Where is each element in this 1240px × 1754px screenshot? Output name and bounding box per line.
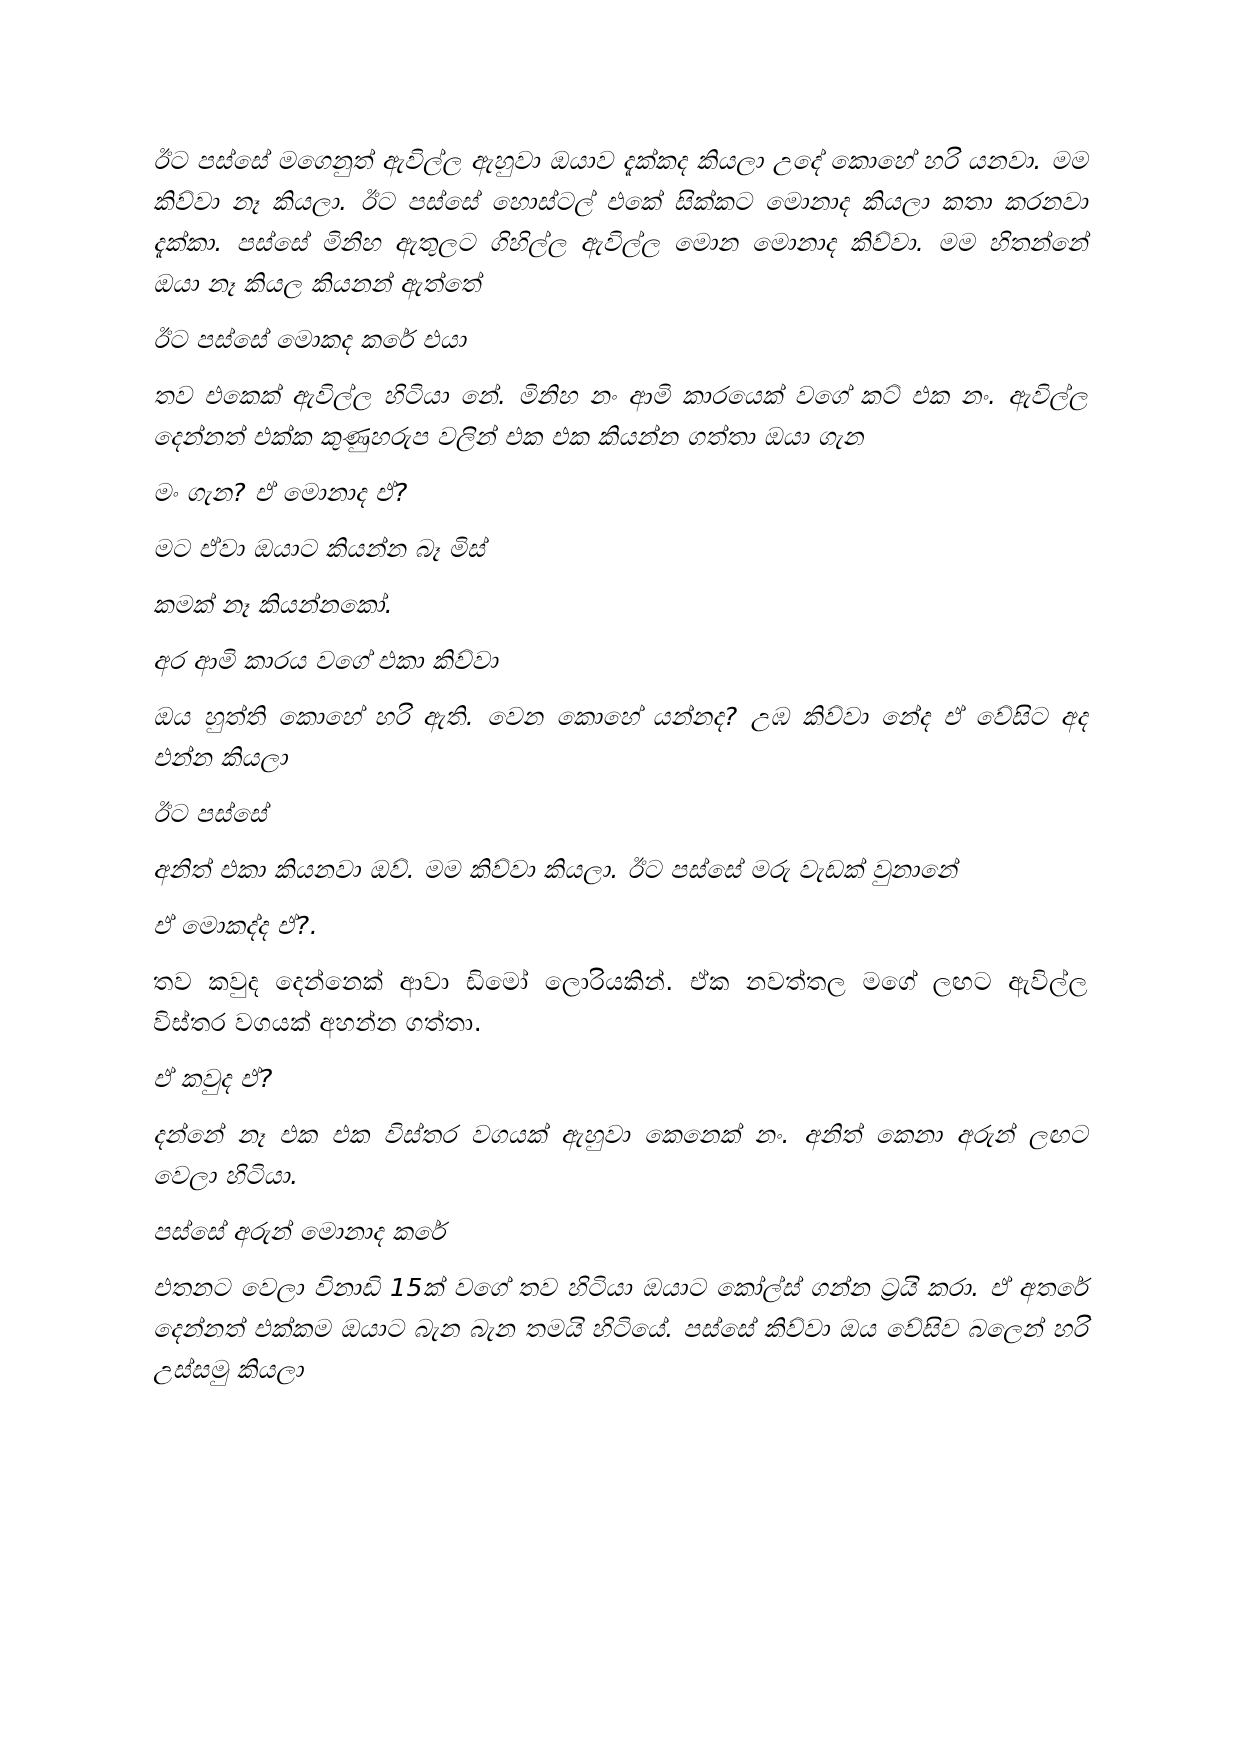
paragraph-7: අර ආමි කාරය වගේ එකා කිව්වා <box>153 646 499 675</box>
paragraph-9: ඊට පස්සේ <box>153 799 268 828</box>
paragraph-10: අනිත් එකා කියනවා ඔව්. මම කිව්වා කියලා. ඊට පස්සේ මරු වැඩක් වුනානේ <box>153 855 958 884</box>
paragraph-8: ඔය හුත්ති කොහේ හරි ඇති. වෙන කොහේ යන්නද? උඹ කිව්වා නේද ඒ වේසිට අද එන්න කියලා <box>153 702 1088 772</box>
paragraph-5: මට ඒවා ඔයාට කියන්න බෑ මිස් <box>153 534 486 563</box>
paragraph-13: ඒ කවුද ඒ? <box>153 1064 273 1093</box>
paragraph-6: කමක් නෑ කියන්නකෝ. <box>153 590 394 619</box>
paragraph-3: තව එකෙක් ඇවිල්ල හිටියා නේ. මිනිහ නං ආමි කාරයෙක් වගේ කට් එක නං. ඇවිල්ල දෙන්නත් එක්ක කුණුහරුප වලින් එක එක කියන්න ගත්තා ඔයා ගැන <box>153 381 1088 451</box>
paragraph-12: තව කවුද දෙන්නෙක් ආවා ඩිමෝ ලොරියකින්. ඒක නවත්තල මගේ ලඟට ඇවිල්ල විස්තර වගයක් අහන්න ගත්තා. <box>153 967 1088 1037</box>
paragraph-1: ඊට පස්සේ මගෙනුත් ඇවිල්ල ඇහුවා ඔයාව දැක්කද කියලා උදේ කොහේ හරි යනවා. මම කිව්වා නෑ කියලා. ඊට පස්සේ හොස්ටල් එකේ සික්කට මොනාද කියලා කතා කරනවා දැක්කා. පස්සේ මිනිහ ඇතුලට ගිහිල්ල ඇවිල්ල මොන මොනාද කිව්වා. මම හිතන්නේ ඔයා නෑ කියල කියනන් ඇත්තේ <box>153 146 1088 298</box>
paragraph-4: මං ගැන? ඒ මොනාද ඒ? <box>153 478 408 507</box>
paragraph-11: ඒ මොකද්ද ඒ?. <box>153 911 319 940</box>
document-body <box>153 140 1088 1405</box>
paragraph-16: එතනට වෙලා විනාඩි 15ක් වගේ තව හිටියා ඔයාට කෝල්ස් ගන්න ට්‍රයි කරා. ඒ අතරේ දෙන්නත් එක්කම ඔයාට බැන බැන තමයි හිටියේ. පස්සේ කිව්වා ඔය වේසිව බලෙන් හරි උස්සමු කියලා <box>153 1273 1088 1384</box>
paragraph-15: පස්සේ අරුන් මොනාද කරේ <box>153 1217 446 1246</box>
paragraph-14: දන්නේ නෑ එක එක විස්තර වගයක් ඇහුවා කෙනෙක් නං. අනිත් කෙනා අරුන් ලඟට වෙලා හිටියා. <box>153 1120 1088 1190</box>
paragraph-2: ඊට පස්සේ මොකද කරේ එයා <box>153 325 467 354</box>
